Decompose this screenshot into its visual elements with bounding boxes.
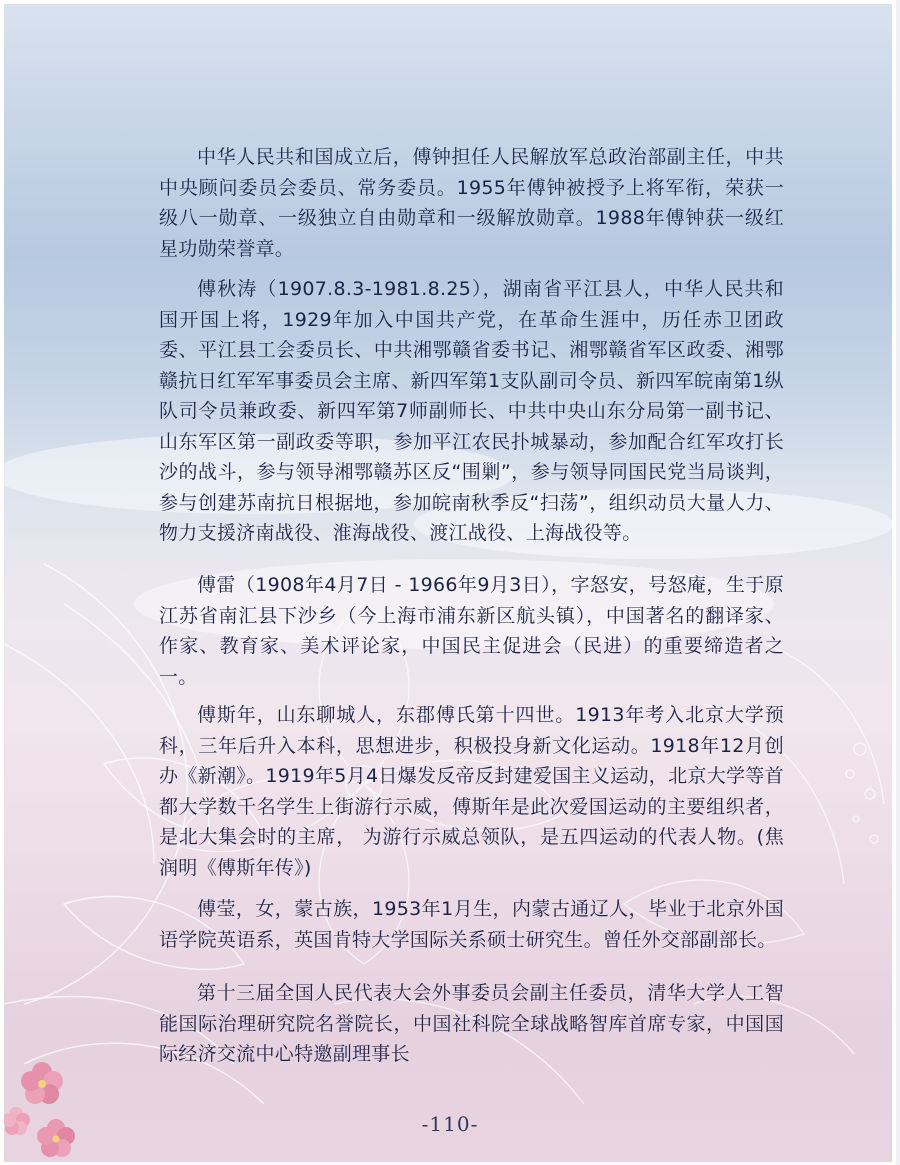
paragraph-fu-ying-positions: 第十三届全国人民代表大会外事委员会副主任委员，清华大学人工智能国际治理研究院名誉院长，中国社科院全球战略智库首席专家，中国国际经济交流中心特邀副理事长	[159, 982, 784, 1065]
page-edge	[896, 0, 900, 1165]
paragraph-fu-qiutao: 傅秋涛（1907.8.3-1981.8.25），湖南省平江县人，中华人民共和国开国上将，1929年加入中国共产党，在革命生涯中，历任赤卫团政委、平江县工会委员长、中共湘鄂赣省委书记、湘鄂赣省军区政委、湘鄂赣抗日红军军事委员会主席、新四军第1支队副司令员、新四军皖南第1纵队司令员兼政委、新四军第7师副师长、中共中央山东分局第一副书记、山东军区第一副政委等职，参加平江农民扑城暴动，参加配合红军攻打长沙的战斗，参与领导湘鄂赣苏区反“围剿”，参与领导同国民党当局谈判，参与创建苏南抗日根据地，参加皖南秋季反“扫荡”，组织动员大量人力、物力支援济南战役、淮海战役、渡江战役、上海战役等。	[159, 278, 784, 544]
paragraph-fu-ying: 傅莹，女，蒙古族，1953年1月生，内蒙古通辽人，毕业于北京外国语学院英语系，英国肯特大学国际关系硕士研究生。曾任外交部副部长。	[159, 898, 784, 951]
page-sheet	[4, 4, 892, 1162]
paragraph-fu-zhong: 中华人民共和国成立后，傅钟担任人民解放军总政治部副主任，中共中央顾问委员会委员、常务委员。1955年傅钟被授予上将军衔，荣获一级八一勋章、一级独立自由勋章和一级解放勋章。1988年傅钟获一级红星功勋荣誉章。	[159, 146, 784, 260]
paragraph-fu-sinian: 傅斯年，山东聊城人，东郡傅氏第十四世。1913年考入北京大学预科，三年后升入本科，思想进步，积极投身新文化运动。1918年12月创办《新潮》。1919年5月4日爆发反帝反封建爱国主义运动，北京大学等首都大学数千名学生上街游行示威，傅斯年是此次爱国运动的主要组织者，是北大集会时的主席， 为游行示威总领队，是五四运动的代表人物。(焦润明《傅斯年传》)	[159, 704, 784, 879]
paragraph-fu-lei: 傅雷（1908年4月7日 - 1966年9月3日），字怒安，号怒庵，生于原江苏省南汇县下沙乡（今上海市浦东新区航头镇），中国著名的翻译家、作家、教育家、美术评论家，中国民主促进会（民进）的重要缔造者之一。	[159, 574, 784, 688]
page-number: -110-	[421, 1112, 479, 1136]
pink-blossom-cluster	[4, 1062, 75, 1157]
